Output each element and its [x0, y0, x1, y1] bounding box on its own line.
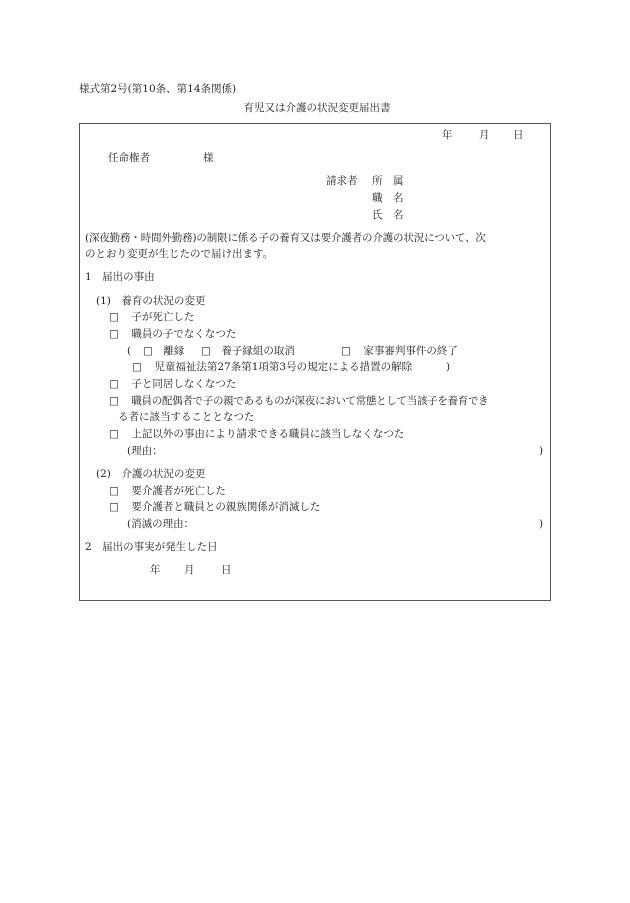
date-day: 日	[513, 129, 524, 141]
section1-heading: 1 届出の事由	[85, 271, 155, 283]
option-relation-ended-label: 要介護者と職員との親族関係が消滅した	[131, 501, 321, 513]
option-divorce-label: 離縁	[163, 345, 185, 357]
option-child-welfare-label: 児童福祉法第27条第1項第3号の規定による措置の解除	[154, 361, 413, 373]
sub2-heading: (2) 介護の状況の変更	[96, 468, 206, 480]
paren-open: (	[127, 345, 132, 357]
option-family-court[interactable]	[340, 344, 458, 358]
checkbox-child-died[interactable]: □	[109, 311, 119, 323]
occurrence-year: 年	[150, 564, 161, 576]
option-spouse-label-2: る者に該当することとなつた	[118, 411, 255, 423]
extinction-reason-label: (消滅の理由：	[127, 518, 195, 530]
option-cared-died[interactable]	[108, 484, 226, 498]
section2-heading: 2 届出の事実が発生した日	[85, 541, 218, 553]
sub1-heading: (1) 養育の状況の変更	[96, 295, 206, 307]
checkbox-divorce[interactable]: □	[143, 345, 153, 357]
checkbox-spouse[interactable]: □	[109, 395, 119, 407]
extinction-reason-close: )	[539, 518, 544, 530]
intro-line-2: のとおり変更が生じたので届け出ます。	[85, 248, 274, 260]
addressee-honorific: 様	[203, 152, 214, 164]
intro-line-1: (深夜勤務・時間外勤務)の制限に係る子の養育又は要介護者の介護の状況について、次	[85, 232, 486, 244]
option-divorce[interactable]	[142, 344, 184, 358]
option-spouse-label-1: 職員の配偶者で子の親であるものが深夜において常態として当該子を養育でき	[131, 395, 489, 407]
addressee-name: 任命権者	[108, 152, 150, 164]
checkbox-not-living[interactable]: □	[109, 378, 119, 390]
option-relation-ended[interactable]	[108, 500, 320, 514]
reason-close: )	[539, 445, 544, 457]
option-other[interactable]	[108, 427, 404, 441]
checkbox-family-court[interactable]: □	[341, 345, 351, 357]
name-label: 氏 名	[372, 209, 404, 221]
date-month: 月	[479, 129, 490, 141]
requester-label: 請求者	[326, 175, 358, 187]
option-other-label: 上記以外の事由により請求できる職員に該当しなくなつた	[131, 428, 405, 440]
option-spouse[interactable]	[108, 394, 488, 408]
option-adoption-cancel-label: 養子縁組の取消	[221, 345, 295, 357]
option-family-court-label: 家事審判事件の終了	[363, 345, 458, 357]
checkbox-cared-died[interactable]: □	[109, 485, 119, 497]
option-not-living[interactable]	[108, 377, 236, 391]
option-child-died[interactable]	[108, 310, 194, 324]
checkbox-child-welfare[interactable]: □	[132, 361, 142, 373]
option-adoption-cancel[interactable]	[200, 344, 295, 358]
option-cared-died-label: 要介護者が死亡した	[131, 485, 226, 497]
date-year: 年	[442, 129, 453, 141]
position-label: 職 名	[372, 192, 404, 204]
reason-label: (理由：	[127, 445, 163, 457]
paren-close: )	[446, 361, 451, 373]
form-number: 様式第2号(第10条、第14条関係)	[79, 83, 237, 95]
checkbox-relation-ended[interactable]: □	[109, 501, 119, 513]
option-not-living-label: 子と同居しなくなつた	[131, 378, 237, 390]
checkbox-other[interactable]: □	[109, 428, 119, 440]
checkbox-adoption-cancel[interactable]: □	[201, 345, 211, 357]
affiliation-label: 所 属	[372, 175, 404, 187]
form-title: 育児又は介護の状況変更届出書	[243, 102, 391, 114]
checkbox-not-staff-child[interactable]: □	[109, 328, 119, 340]
occurrence-day: 日	[221, 564, 232, 576]
option-not-staff-child-label: 職員の子でなくなつた	[131, 328, 237, 340]
occurrence-month: 月	[184, 564, 195, 576]
option-child-welfare[interactable]	[131, 360, 412, 374]
option-child-died-label: 子が死亡した	[131, 311, 195, 323]
option-not-staff-child[interactable]	[108, 327, 236, 341]
